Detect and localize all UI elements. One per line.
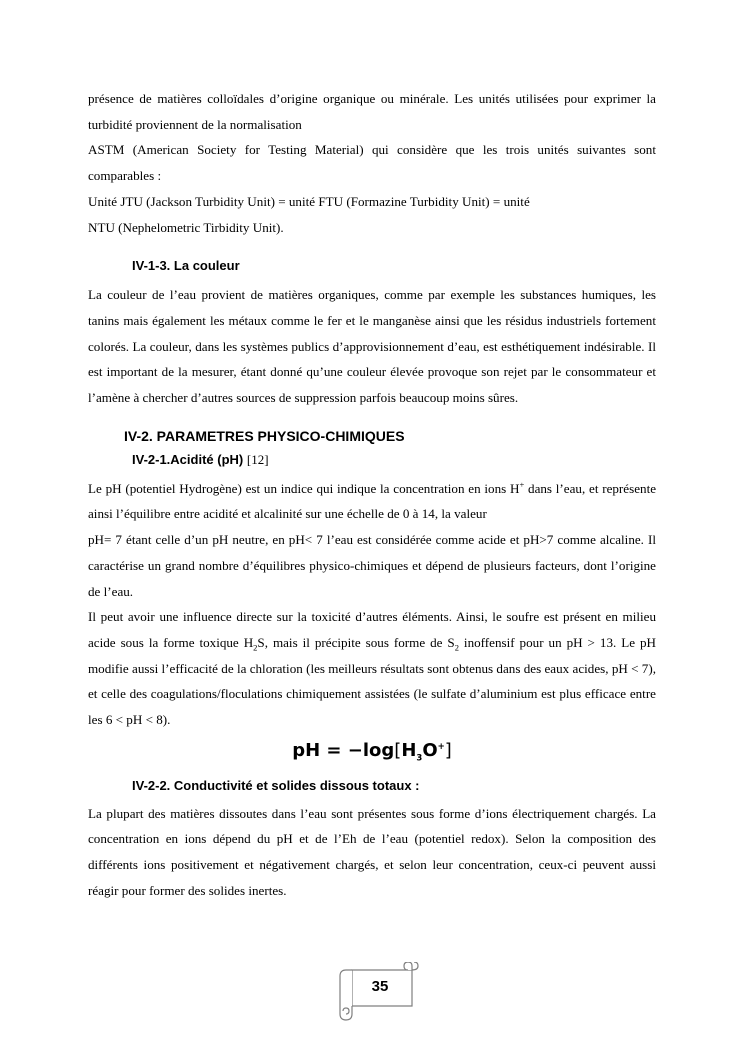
intro-paragraph-3: Unité JTU (Jackson Turbidity Unit) = unité FTU (Formazine Turbidity Unit) = unité [88,193,530,209]
acidite-text: S, mais il précipite sous forme de S [257,634,455,650]
heading-couleur: IV-1-3. La couleur [132,258,240,274]
conductivite-paragraph: La plupart des matières dissoutes dans l’eau sont présentes sous forme d’ions électriquement chargés. La concentration en ions dépend du pH et de l’Eh de l’eau (potentiel redox). Selon la composition des différents ions positivement et négativement chargés, et selon leur concentration, ceux-ci peuvent aussi réagir pour former des solides inertes. [88,805,656,898]
document-page [88,86,656,904]
acidite-text: dans l’eau, et représente ainsi l’équilibre entre acidité et alcalinité sur une échelle de 0 à 14, la valeur [88,480,657,522]
intro-paragraph-1: présence de matières colloïdales d’origine organique ou minérale. Les unités utilisées pour exprimer la turbidité proviennent de la normalisation [88,91,656,132]
formula-lhs: pH = −log [292,739,395,761]
page-number: 35 [371,978,389,995]
couleur-paragraph: La couleur de l’eau provient de matières organiques, comme par exemple les substances humiques, les tanins mais également les métaux comme le fer et le manganèse ainsi que les résidus industriels fortement colorés. La couleur, dans les systèmes publics d’approvisionnement d’eau, est esthétiquement indésirable. Il est important de la mesurer, étant donné qu’une couleur élevée provoque son rejet par le consommateur et l’amène à chercher d’autres sources de suppression parfois beaucoup moins sûres. [88,287,656,406]
superscript-plus: + [519,479,525,490]
subscript-2: 2 [253,642,258,653]
acidite-text: Le pH (potentiel Hydrogène) est un indice qui indique la concentration en ions H [88,480,520,496]
heading-acidite [88,450,656,470]
formula-h: H [401,739,417,761]
intro-paragraph-2: ASTM (American Society for Testing Material) qui considère que les trois unités suivantes sont comparables : [88,142,656,184]
heading-conductivite: IV-2-2. Conductivité et solides dissous totaux : [132,777,420,793]
formula-superscript: + [437,741,445,752]
acidite-paragraph-3 [88,604,656,733]
acidite-text: Il peut avoir une influence directe sur la toxicité d’autres éléments. Ainsi, le soufre est présent en milieu acide sous la forme toxique H [88,609,656,650]
acidite-text: inoffensif pour un pH > 13. Le pH modifie aussi l’efficacité de la chloration (les meilleurs résultats sont obtenus dans des eaux acides, pH < 7), et celle des coagulations/floculations chimiquement assistées (le sulfate d’aluminium est plus efficace entre les 6 < pH < 8). [88,634,656,728]
formula-o: O [422,739,438,761]
ph-formula [88,736,656,766]
formula-subscript: 3 [416,753,423,764]
heading-acidite-title: IV-2-1.Acidité (pH) [132,451,244,467]
reference-citation: [12] [246,451,269,467]
subscript-2: 2 [454,642,459,653]
formula-open-bracket: [ [394,739,402,761]
heading-physico-chimiques: IV-2. PARAMETRES PHYSICO-CHIMIQUES [124,427,405,444]
intro-paragraph-4: NTU (Nephelometric Tirbidity Unit). [88,219,284,235]
formula-close-bracket: ] [444,739,452,761]
acidite-paragraph-1 [88,476,656,527]
acidite-paragraph-2: pH= 7 étant celle d’un pH neutre, en pH< 7 l’eau est considérée comme acide et pH>7 comme alcaline. Il caractérise un grand nombre d’équilibres physico-chimiques et dépend de plusieurs facteurs, dont l’origine de l’eau. [88,532,656,599]
